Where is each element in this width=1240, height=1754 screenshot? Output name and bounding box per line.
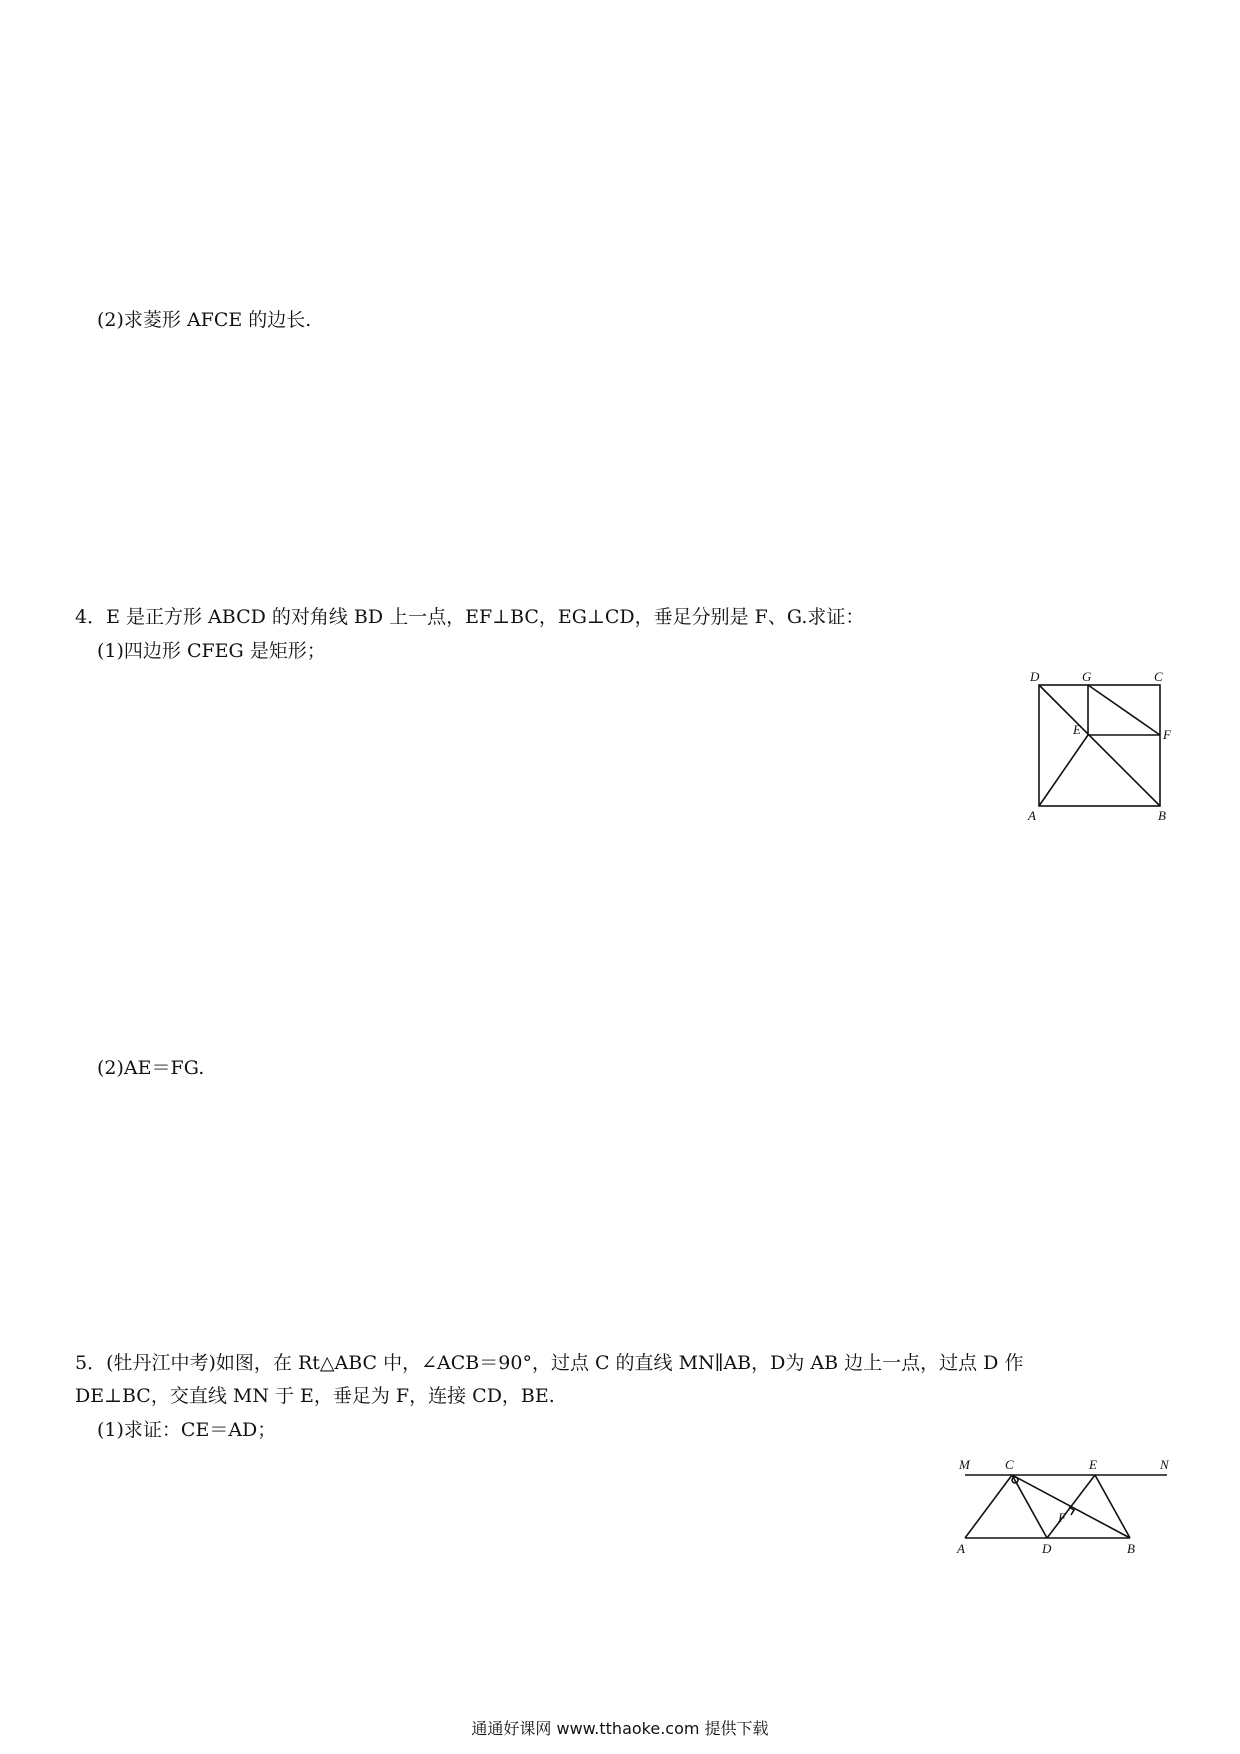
label-d: D <box>1042 1541 1052 1555</box>
label-d: D <box>1030 669 1040 684</box>
q3-part2: (2)求菱形 AFCE 的边长. <box>97 309 312 331</box>
label-f: F <box>1163 727 1171 742</box>
q4-square-figure <box>1020 665 1180 825</box>
label-c: C <box>1154 669 1163 684</box>
segment-gf <box>1088 685 1160 735</box>
diagonal-bd <box>1039 685 1160 806</box>
label-m: M <box>959 1457 970 1472</box>
segment-ac <box>965 1475 1012 1538</box>
page-footer: 通通好课网 www.tthaoke.com 提供下载 <box>471 1719 769 1738</box>
label-e: E <box>1089 1457 1097 1472</box>
label-c: C <box>1005 1457 1014 1472</box>
segment-de <box>1047 1475 1095 1538</box>
q5-triangle-figure <box>945 1445 1175 1555</box>
label-b: B <box>1158 808 1166 823</box>
q4-part2: (2)AE＝FG. <box>97 1057 205 1079</box>
label-b: B <box>1127 1541 1135 1555</box>
label-a: A <box>1028 808 1036 823</box>
label-g: G <box>1082 669 1092 684</box>
label-a: A <box>957 1541 965 1555</box>
segment-ae <box>1039 735 1088 806</box>
label-n: N <box>1160 1457 1169 1472</box>
q5-stem-line1: 5．(牡丹江中考)如图，在 Rt△ABC 中，∠ACB＝90°，过点 C 的直线 MN∥AB，D为 AB 边上一点，过点 D 作 <box>75 1352 1024 1374</box>
label-e: E <box>1073 722 1081 737</box>
label-f: F <box>1058 1510 1066 1525</box>
q4-part1: (1)四边形 CFEG 是矩形； <box>97 640 326 662</box>
q5-part1: (1)求证：CE＝AD； <box>97 1419 277 1441</box>
q4-stem: 4．E 是正方形 ABCD 的对角线 BD 上一点，EF⊥BC，EG⊥CD，垂足分别是 F、G.求证： <box>75 606 865 628</box>
q5-stem-line2: DE⊥BC，交直线 MN 于 E，垂足为 F，连接 CD，BE. <box>75 1385 555 1407</box>
